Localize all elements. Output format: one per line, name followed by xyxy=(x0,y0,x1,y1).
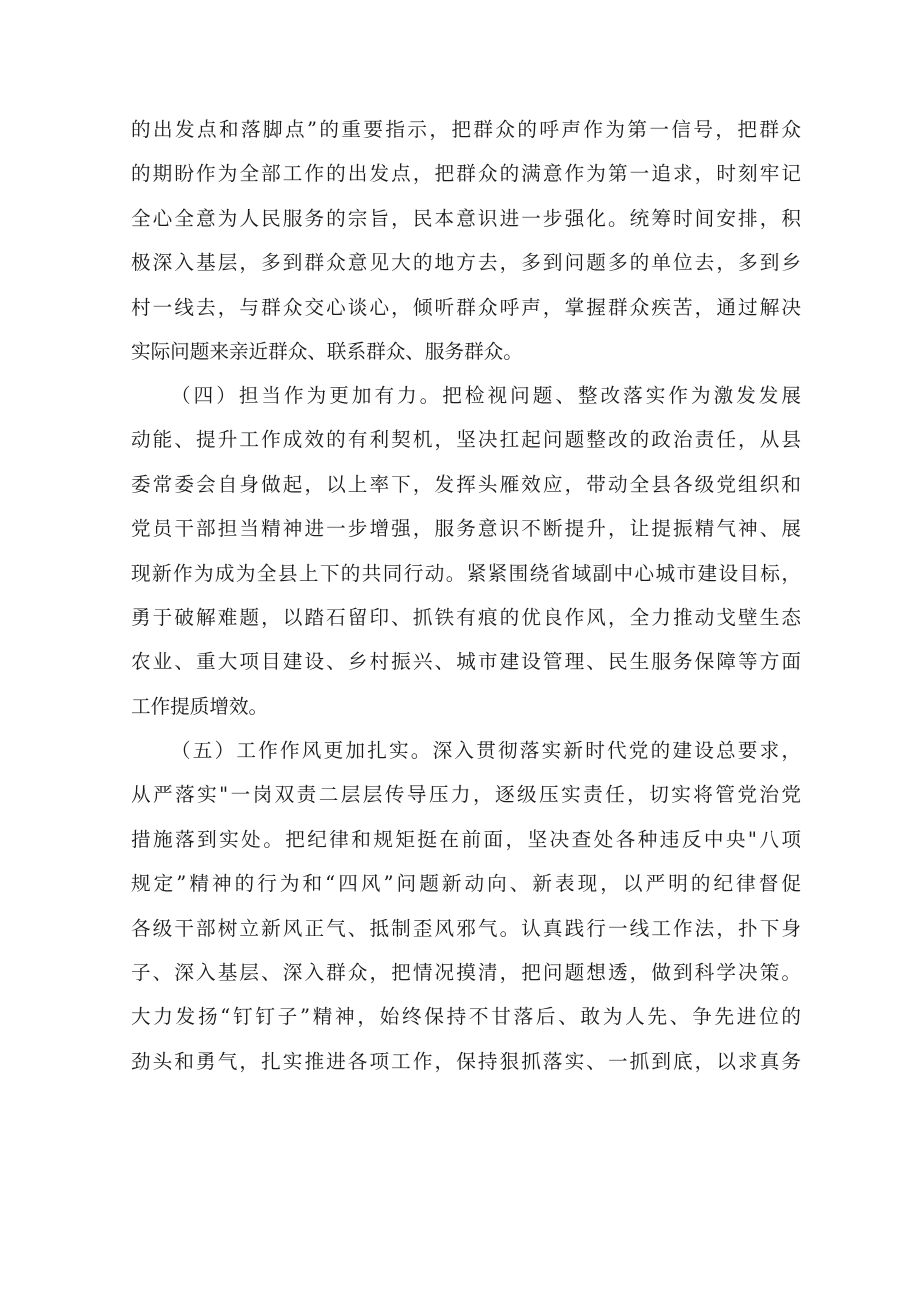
text-line: 子、深入基层、深入群众，把情况摸清，把问题想透，做到科学决策。 xyxy=(131,960,801,984)
text-line: 的期盼作为全部工作的出发点，把群众的满意作为第一追求，时刻牢记 xyxy=(131,162,801,186)
text-line: 从严落实"一岗双责二层层传导压力，逐级压实责任，切实将管党治党 xyxy=(131,783,801,807)
text-line: 委常委会自身做起，以上率下，发挥头雁效应，带动全县各级党组织和 xyxy=(131,472,801,496)
text-line: 的出发点和落脚点”的重要指示，把群众的呼声作为第一信号，把群众 xyxy=(131,118,801,141)
text-line: 现新作为成为全县上下的共同行动。紧紧围绕省域副中心城市建设目标， xyxy=(131,561,801,585)
paragraph-heading-line: （五）工作作风更加扎实。深入贯彻落实新时代党的建设总要求， xyxy=(171,739,801,762)
text-line: 措施落到实处。把纪律和规矩挺在前面，坚决查处各种违反中央"八项 xyxy=(131,827,801,851)
text-line: 全心全意为人民服务的宗旨，民本意识进一步强化。统筹时间安排，积 xyxy=(131,206,801,230)
text-line: 动能、提升工作成效的有利契机，坚决扛起问题整改的政治责任，从县 xyxy=(131,428,801,452)
text-line: 实际问题来亲近群众、联系群众、服务群众。 xyxy=(131,339,523,363)
paragraph-continuation xyxy=(131,108,801,374)
paragraph-five xyxy=(131,729,801,1084)
text-line: 工作提质增效。 xyxy=(131,694,269,718)
paragraph-heading-line: （四）担当作为更加有力。把检视问题、整改落实作为激发发展 xyxy=(171,384,801,407)
paragraph-four xyxy=(131,374,801,729)
text-line: 极深入基层，多到群众意见大的地方去，多到问题多的单位去，多到乡 xyxy=(131,251,801,275)
text-line: 各级干部树立新风正气、抵制歪风邪气。认真践行一线工作法，扑下身 xyxy=(131,916,801,940)
text-line: 党员干部担当精神进一步增强，服务意识不断提升，让提振精气神、展 xyxy=(131,517,801,541)
text-line: 大力发扬“钉钉子”精神，始终保持不甘落后、敢为人先、争先进位的 xyxy=(131,1005,801,1029)
text-line: 勇于破解难题，以踏石留印、抓铁有痕的优良作风，全力推动戈壁生态 xyxy=(131,605,801,629)
text-line: 规定”精神的行为和“四风”问题新动向、新表现，以严明的纪律督促 xyxy=(131,872,801,896)
text-line: 村一线去，与群众交心谈心，倾听群众呼声，掌握群众疾苦，通过解决 xyxy=(131,295,801,319)
text-line: 农业、重大项目建设、乡村振兴、城市建设管理、民生服务保障等方面 xyxy=(131,650,801,674)
text-line: 劲头和勇气，扎实推进各项工作，保持狠抓落实、一抓到底，以求真务 xyxy=(131,1049,801,1073)
